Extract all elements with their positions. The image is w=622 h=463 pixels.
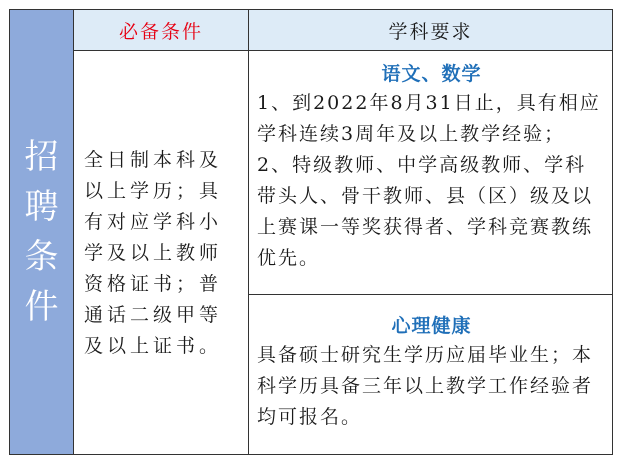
side-char: 条 [24, 237, 59, 277]
side-char: 件 [24, 287, 59, 327]
section-chinese-math-item-1: 1、到2022年8月31日止，具有相应学科连续3周年及以上教学经验； [257, 92, 601, 145]
recruitment-table [9, 9, 613, 455]
section-chinese-math-item-2: 2、特级教师、中学高级教师、学科带头人、骨干教师、县（区）级及以上赛课一等奖获得者、学科竞赛教练优先。 [257, 154, 594, 269]
section-title-mental-health: 心理健康 [391, 315, 472, 337]
section-mental-health [248, 294, 613, 455]
required-conditions-text: 全日制本科及以上学历；具有对应学科小学及以上教师资格证书；普通话二级甲等及以上证书。 [84, 149, 223, 357]
side-char: 聘 [24, 187, 59, 227]
header-subject-requirements: 学科要求 [248, 9, 613, 51]
side-char: 招 [24, 137, 59, 177]
side-label-column [9, 9, 74, 455]
section-chinese-math [248, 50, 613, 295]
header-required-conditions: 必备条件 [73, 9, 249, 51]
section-mental-health-text: 具备硕士研究生学历应届毕业生；本科学历具备三年以上教学工作经验者均可报名。 [257, 344, 594, 428]
section-title-chinese-math: 语文、数学 [381, 63, 482, 85]
required-conditions-cell [73, 50, 249, 455]
